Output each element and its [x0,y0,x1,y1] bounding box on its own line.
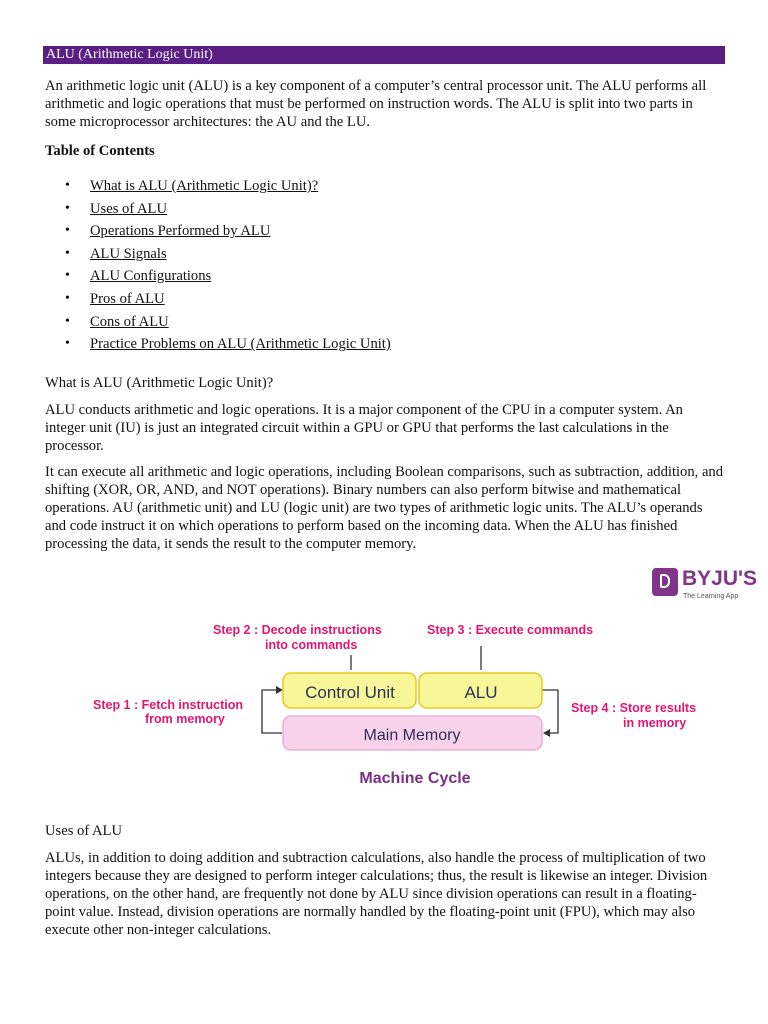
toc-link-cons[interactable]: Cons of ALU [90,313,169,330]
fetch-arrow [262,690,282,733]
diagram-caption: Machine Cycle [359,770,471,787]
toc-link-what-is-alu[interactable]: What is ALU (Arithmetic Logic Unit)? [90,178,319,194]
control-unit-label: Control Unit [305,683,395,702]
toc-item [45,199,391,222]
toc-link-practice[interactable]: Practice Problems on ALU (Arithmetic Logic Unit) [90,336,391,353]
toc-list [45,176,391,357]
section2-paragraph-1: ALUs, in addition to doing addition and subtraction calculations, also handle the process of multiplication of two integers because they are designed to perform integer calculations; thus, the result is likewise an integer. Division operations, on the other hand, are frequently not done by ALU since division operations can result in a floating-point value. Instead, division operations are normally handled by the floating-point unit (FPU), which may also execute other non-integer calculations. [45,850,708,938]
toc-link-pros[interactable]: Pros of ALU [90,290,165,307]
machine-cycle-diagram [80,612,720,792]
step1-label-line1: Step 1 : Fetch instruction [93,698,244,712]
toc-link-operations[interactable]: Operations Performed by ALU [90,223,271,240]
toc-item [45,176,391,199]
section1-paragraph-2: It can execute all arithmetic and logic operations, including Boolean comparisons, such as subtraction, addition, and shifting (XOR, OR, AND, and NOT operations). Binary numbers can also perform bitwise and mathematical operations. AU (arithmetic unit) and LU (logic unit) are two types of arithmetic logic units. The ALU’s operands and code instruct it on which operations to perform based on the incoming data. When the ALU has finished processing the data, it sends the result to the computer memory. [45,464,724,552]
toc-heading: Table of Contents [45,143,155,159]
section-heading-uses: Uses of ALU [45,823,123,839]
toc-link-signals[interactable]: ALU Signals [90,245,167,262]
toc-item [45,334,391,357]
toc-item [45,266,391,289]
main-memory-label: Main Memory [363,727,461,744]
alu-label: ALU [464,683,498,702]
toc-item [45,221,391,244]
logo-name: BYJU'S [682,567,758,590]
step1-label-line2: from memory [145,712,225,726]
step4-label-line2: in memory [623,716,687,730]
byjus-logo-icon [652,568,678,596]
toc-link-configurations[interactable]: ALU Configurations [90,268,212,285]
intro-paragraph: An arithmetic logic unit (ALU) is a key component of a computer’s central processor unit. The ALU performs all arithmetic and logic operations that must be performed on instruction words. The ALU is split into two parts in some microprocessor architectures: the AU and the LU. [45,78,707,130]
step2-label-line2: into commands [265,638,358,652]
byjus-logo [652,567,758,600]
step3-label: Step 3 : Execute commands [427,623,594,637]
title-banner: ALU (Arithmetic Logic Unit) [43,46,725,64]
step4-label-line1: Step 4 : Store results [571,701,697,715]
toc-item [45,312,391,335]
section-heading-what-is-alu: What is ALU (Arithmetic Logic Unit)? [45,375,274,391]
logo-tagline: The Learning App [683,593,739,600]
toc-link-uses[interactable]: Uses of ALU [90,200,168,217]
section1-paragraph-1: ALU conducts arithmetic and logic operations. It is a major component of the CPU in a computer system. An integer unit (IU) is just an integrated circuit within a GPU or GPU that performs the last calculations in the processor. [45,402,683,454]
fetch-arrowhead-icon [276,686,283,694]
store-arrow [542,690,558,733]
toc-item [45,289,391,312]
step2-label-line1: Step 2 : Decode instructions [213,623,382,637]
toc-item [45,244,391,267]
store-arrowhead-icon [543,729,550,737]
